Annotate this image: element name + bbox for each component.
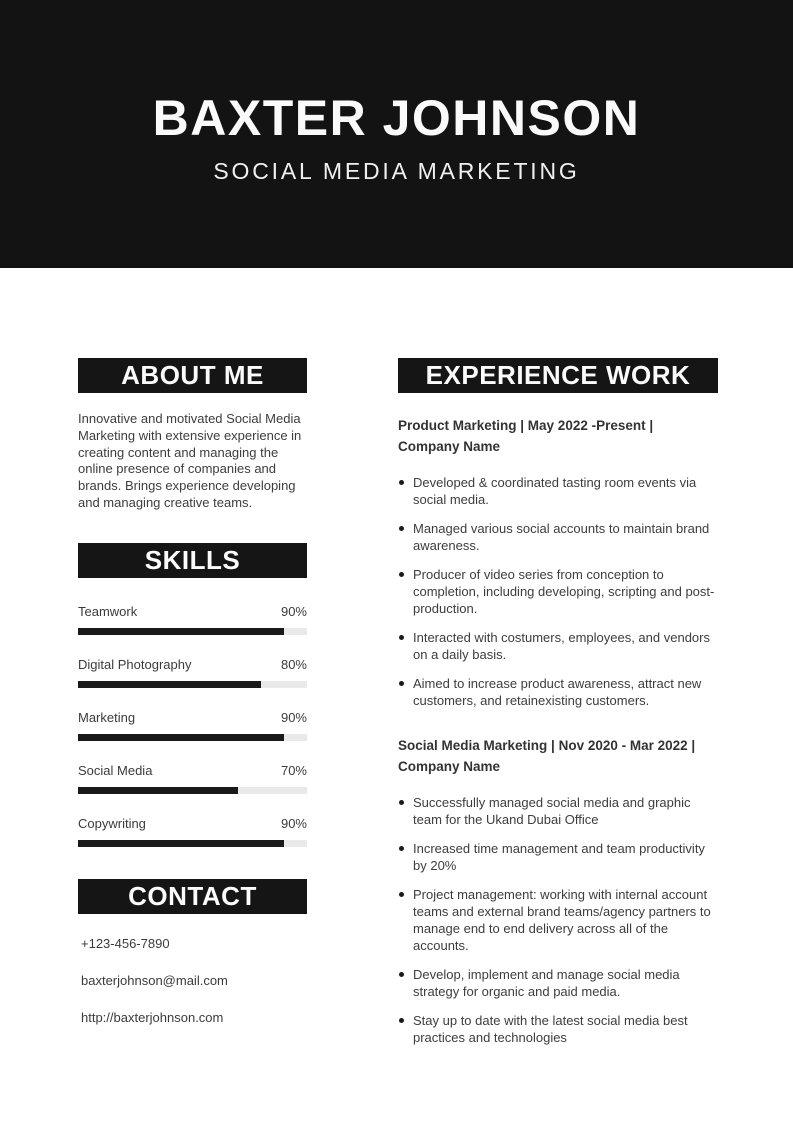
contact-phone: +123-456-7890 [81, 935, 170, 951]
skill-bar-fill [78, 628, 284, 635]
skill-label: Social Media [78, 762, 153, 778]
bullet-dot-icon [399, 1018, 404, 1023]
bullet-list [398, 474, 718, 709]
job-heading-line1: Social Media Marketing | Nov 2020 - Mar 2022 | [398, 738, 696, 753]
bullet-dot-icon [399, 635, 404, 640]
job-heading [398, 415, 718, 457]
skill-bar-fill [78, 787, 238, 794]
bullet-item [398, 474, 718, 508]
bullet-text: Stay up to date with the latest social media best practices and technologies [413, 1013, 688, 1045]
skill-row [78, 603, 307, 635]
bullet-dot-icon [399, 572, 404, 577]
person-role-subtitle: SOCIAL MEDIA MARKETING [213, 158, 580, 184]
skill-label: Copywriting [78, 815, 146, 831]
skill-percent: 80% [280, 656, 307, 672]
bullet-list [398, 794, 718, 1046]
bullet-item [398, 794, 718, 828]
job-entry [398, 735, 718, 1046]
bullet-item [398, 966, 718, 1000]
bullet-dot-icon [399, 846, 404, 851]
bullet-dot-icon [399, 972, 404, 977]
content-columns [0, 268, 793, 1046]
bullet-dot-icon [399, 800, 404, 805]
job-heading-line2: Company Name [398, 759, 501, 774]
bullet-text: Managed various social accounts to maintain brand awareness. [413, 521, 710, 553]
skill-label: Marketing [78, 709, 136, 725]
bullet-item [398, 840, 718, 874]
skill-bar-track [78, 734, 307, 741]
skill-row [78, 709, 307, 741]
left-column [78, 358, 307, 1046]
bullet-dot-icon [399, 480, 404, 485]
skill-bar-fill [78, 734, 284, 741]
bullet-text: Producer of video series from conception to completion, including developing, scripting and post-production. [413, 567, 715, 616]
bullet-text: Aimed to increase product awareness, attract new customers, and retainexisting customers. [413, 676, 702, 708]
skill-bar-track [78, 840, 307, 847]
bullet-dot-icon [399, 526, 404, 531]
skill-percent: 90% [280, 815, 307, 831]
skill-percent: 70% [280, 762, 307, 778]
skills-list [78, 603, 307, 847]
skill-row [78, 815, 307, 847]
skill-row [78, 762, 307, 794]
bullet-item [398, 675, 718, 709]
skill-bar-track [78, 628, 307, 635]
bullet-text: Project management: working with internal account teams and external brand teams/agency partners to manage end to end delivery across all of the accounts. [413, 887, 711, 953]
about-text: Innovative and motivated Social Media Marketing with extensive experience in creating content and managing the online presence of companies and brands. Brings experience developing and managing creative teams. [78, 411, 302, 510]
skill-label: Digital Photography [78, 656, 192, 672]
job-heading-line2: Company Name [398, 439, 501, 454]
bullet-item [398, 1012, 718, 1046]
bullet-text: Interacted with costumers, employees, and vendors on a daily basis. [413, 630, 710, 662]
contact-section-title: CONTACT [78, 879, 307, 914]
skill-percent: 90% [280, 603, 307, 619]
bullet-text: Increased time management and team productivity by 20% [413, 841, 705, 873]
experience-section-title: EXPERIENCE WORK [398, 358, 718, 393]
bullet-text: Successfully managed social media and graphic team for the Ukand Dubai Office [413, 795, 691, 827]
person-name: BAXTER JOHNSON [152, 90, 641, 146]
bullet-item [398, 629, 718, 663]
skill-bar-track [78, 787, 307, 794]
job-heading-line1: Product Marketing | May 2022 -Present | [398, 418, 654, 433]
about-section-title: ABOUT ME [78, 358, 307, 393]
skill-percent: 90% [280, 709, 307, 725]
skill-row [78, 656, 307, 688]
bullet-item [398, 566, 718, 617]
bullet-item [398, 886, 718, 954]
bullet-dot-icon [399, 681, 404, 686]
contact-website: http://baxterjohnson.com [81, 1009, 224, 1025]
skills-section-title: SKILLS [78, 543, 307, 578]
skill-label: Teamwork [78, 603, 138, 619]
bullet-item [398, 520, 718, 554]
bullet-dot-icon [399, 892, 404, 897]
job-entry [398, 415, 718, 709]
skill-bar-fill [78, 681, 261, 688]
skill-bar-fill [78, 840, 284, 847]
contact-list [78, 935, 307, 1026]
skill-bar-track [78, 681, 307, 688]
bullet-text: Develop, implement and manage social media strategy for organic and paid media. [413, 967, 680, 999]
job-heading [398, 735, 718, 777]
contact-email: baxterjohnson@mail.com [81, 972, 228, 988]
header-banner [0, 0, 793, 268]
bullet-text: Developed & coordinated tasting room events via social media. [413, 475, 697, 507]
right-column [398, 358, 718, 1046]
